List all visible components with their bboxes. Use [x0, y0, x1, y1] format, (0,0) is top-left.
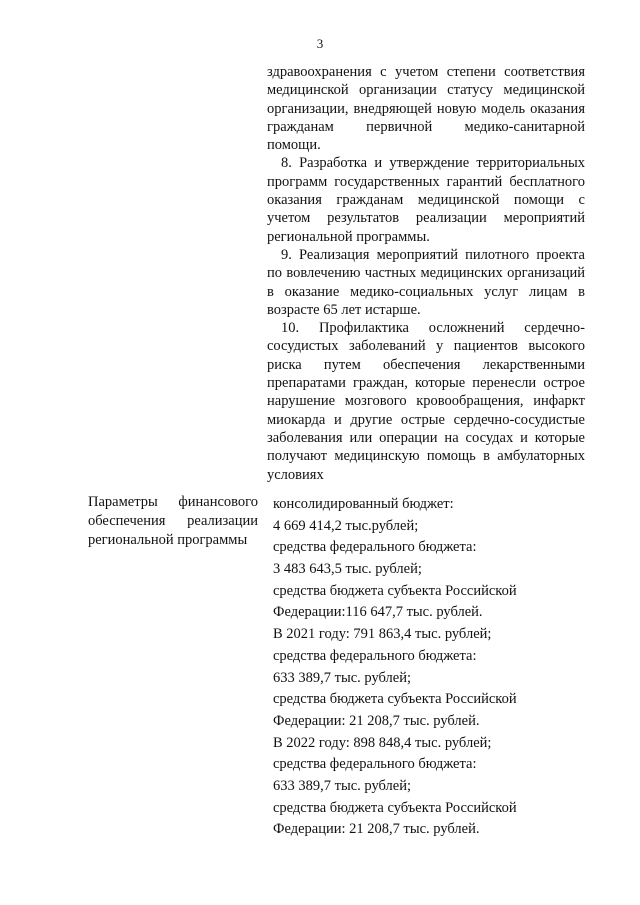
finance-line: средства бюджета субъекта Российской	[273, 582, 517, 599]
finance-line: 633 389,7 тыс. рублей;	[273, 669, 411, 686]
finance-values-list	[273, 494, 573, 841]
measures-text-block	[267, 63, 585, 484]
finance-line: Федерации: 21 208,7 тыс. рублей.	[273, 712, 480, 729]
finance-line: 3 483 643,5 тыс. рублей;	[273, 561, 422, 578]
measure-item-8: 8. Разработка и утверждение территориальных программ государственных гарантий бесплатного оказания гражданам медицинской помощи с учетом результатов реализации мероприятий региональной программы.	[267, 155, 585, 245]
finance-line: средства федерального бюджета:	[273, 756, 477, 773]
finance-line: консолидированный бюджет:	[273, 496, 454, 512]
finance-line: В 2021 году: 791 863,4 тыс. рублей;	[273, 626, 492, 643]
finance-line: В 2022 году: 898 848,4 тыс. рублей;	[273, 734, 492, 751]
continuation-paragraph: здравоохранения с учетом степени соответствия медицинской организации статусу медицинской организации, внедряющей новую модель оказания гражданам первичной медико-санитарной помощи.	[267, 64, 585, 154]
finance-line: средства федерального бюджета:	[273, 647, 477, 664]
finance-line: средства федерального бюджета:	[273, 539, 477, 556]
finance-line: 4 669 414,2 тыс.рублей;	[273, 517, 419, 534]
finance-line: средства бюджета субъекта Российской	[273, 799, 517, 816]
finance-parameters-label: Параметры финансового обеспечения реализации региональной программы	[88, 494, 258, 548]
finance-line: Федерации:116 647,7 тыс. рублей.	[273, 604, 483, 621]
measure-item-9: 9. Реализация мероприятий пилотного проекта по вовлечению частных медицинских организаций в оказание медико-социальных услуг лицам в возрасте 65 лет истарше.	[267, 246, 585, 318]
measure-item-10: 10. Профилактика осложнений сердечно-сосудистых заболеваний у пациентов высокого риска путем обеспечения лекарственными препаратами граждан, которые перенесли острое нарушение мозгового кровообращения, инфаркт миокарда и другие острые сердечно-сосудистые заболевания или операции на сосудах и которые получают медицинскую помощь в амбулаторных условиях	[267, 320, 585, 483]
page-number: 3	[316, 36, 324, 51]
finance-line: 633 389,7 тыс. рублей;	[273, 777, 411, 794]
finance-line: средства бюджета субъекта Российской	[273, 691, 517, 708]
finance-line: Федерации: 21 208,7 тыс. рублей.	[273, 821, 480, 838]
